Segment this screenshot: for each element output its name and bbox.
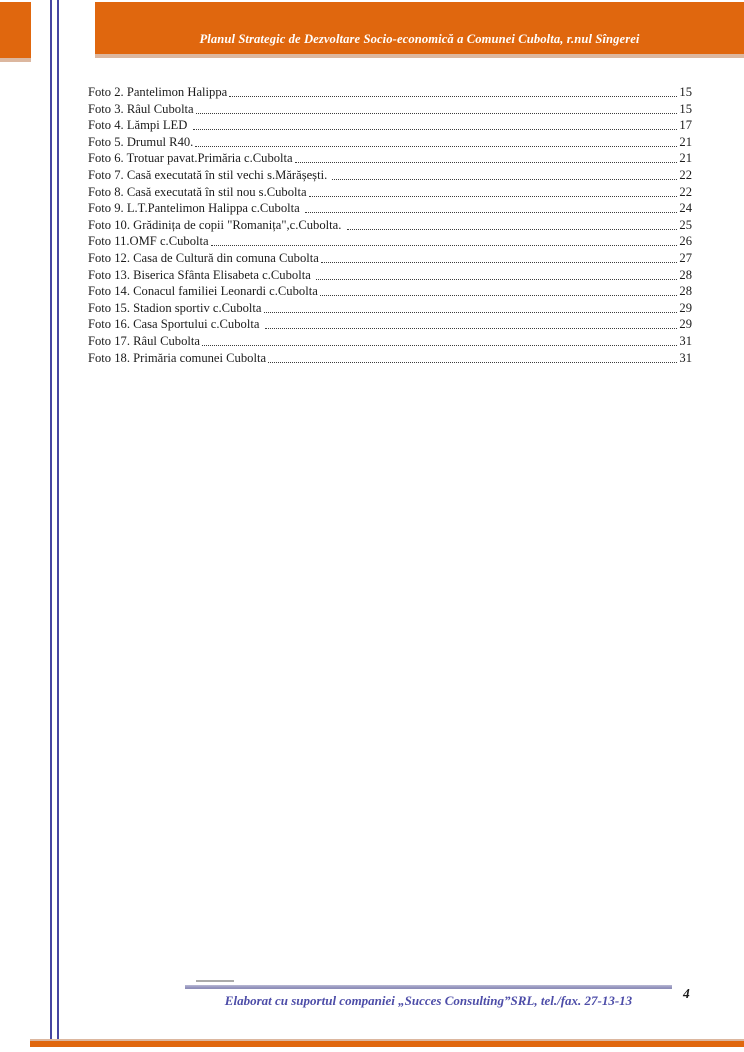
toc-entry-label: Foto 4. Lămpi LED (88, 118, 191, 133)
toc-entry-label: Foto 17. Râul Cubolta (88, 333, 200, 348)
toc-entry-page-number: 26 (679, 234, 692, 249)
toc-entry-label: Foto 16. Casa Sportului c.Cubolta (88, 317, 263, 332)
toc-dot-leader (193, 117, 678, 130)
toc-entry-page-number: 15 (679, 101, 692, 116)
toc-entry-page-number: 15 (679, 85, 692, 99)
footer-rule (185, 985, 672, 989)
toc-entry-page-number: 29 (679, 317, 692, 332)
table-of-figures (88, 84, 692, 366)
toc-entry-label: Foto 2. Pantelimon Halippa (88, 85, 228, 99)
page-number: 4 (683, 986, 690, 1001)
toc-entry-label: Foto 9. L.T.Pantelimon Halippa c.Cubolta (88, 201, 303, 216)
toc-entry-label: Foto 13. Biserica Sfânta Elisabeta c.Cubolta (88, 267, 314, 282)
toc-entry-page-number: 22 (679, 184, 692, 199)
toc-entry-label: Foto 14. Conacul familiei Leonardi c.Cubolta (88, 284, 318, 299)
toc-dot-leader (320, 283, 678, 296)
toc-entry (88, 350, 692, 367)
toc-entry-label: Foto 5. Drumul R40. (88, 134, 194, 149)
toc-dot-leader (347, 217, 678, 230)
toc-dot-leader (265, 316, 678, 329)
toc-entry-label: Foto 7. Casă executată în stil vechi s.Mărășești. (88, 167, 331, 182)
toc-dot-leader (268, 350, 677, 363)
toc-entry (88, 250, 692, 267)
toc-entry-page-number: 21 (679, 151, 692, 166)
toc-entry (88, 117, 692, 134)
toc-entry-label: Foto 12. Casa de Cultură din comuna Cubolta (88, 250, 319, 265)
toc-dot-leader (332, 167, 677, 180)
toc-entry-label: Foto 8. Casă executată în stil nou s.Cubolta (88, 184, 307, 199)
toc-entry-page-number: 28 (679, 284, 692, 299)
toc-dot-leader (229, 84, 677, 97)
toc-entry (88, 233, 692, 250)
toc-entry-page-number: 28 (679, 267, 692, 282)
toc-entry (88, 134, 692, 151)
toc-dot-leader (202, 333, 677, 346)
toc-dot-leader (264, 300, 678, 313)
footer-dash (196, 980, 234, 982)
toc-entry (88, 84, 692, 101)
toc-dot-leader (196, 101, 678, 114)
page-bottom-border (30, 1039, 744, 1047)
toc-entry (88, 184, 692, 201)
toc-entry-label: Foto 18. Primăria comunei Cubolta (88, 350, 267, 365)
toc-entry-page-number: 22 (679, 167, 692, 182)
footer-credit-text: Elaborat cu suportul companiei „Succes Consulting”SRL, tel./fax. 27-13-13 (224, 993, 633, 1008)
toc-entry-label: Foto 6. Trotuar pavat.Primăria c.Cubolta (88, 151, 293, 166)
toc-entry (88, 101, 692, 118)
toc-dot-leader (309, 184, 678, 197)
toc-entry (88, 283, 692, 300)
toc-entry-page-number: 21 (679, 134, 692, 149)
page-header-banner (95, 2, 744, 58)
toc-entry-page-number: 27 (679, 250, 692, 265)
toc-entry (88, 300, 692, 317)
toc-entry (88, 217, 692, 234)
toc-entry-page-number: 31 (679, 333, 692, 348)
toc-dot-leader (195, 134, 677, 147)
document-title: Planul Strategic de Dezvoltare Socio-economică a Comunei Cubolta, r.nul Sîngerei (199, 32, 640, 46)
toc-entry-label: Foto 11.OMF c.Cubolta (88, 234, 209, 249)
toc-dot-leader (211, 233, 678, 246)
toc-dot-leader (316, 267, 677, 280)
toc-entry (88, 200, 692, 217)
left-margin-line-outer (50, 0, 52, 1045)
toc-entry (88, 333, 692, 350)
toc-entry (88, 150, 692, 167)
toc-entry (88, 316, 692, 333)
toc-dot-leader (295, 150, 678, 163)
toc-entry (88, 267, 692, 284)
toc-dot-leader (321, 250, 678, 263)
toc-entry-label: Foto 3. Râul Cubolta (88, 101, 194, 116)
toc-entry-page-number: 24 (679, 201, 692, 216)
toc-dot-leader (305, 200, 678, 213)
toc-entry-page-number: 31 (679, 350, 692, 365)
toc-entry-page-number: 25 (679, 217, 692, 232)
left-margin-line-inner (57, 0, 59, 1045)
toc-entry-page-number: 17 (679, 118, 692, 133)
toc-entry-page-number: 29 (679, 300, 692, 315)
toc-entry (88, 167, 692, 184)
toc-entry-label: Foto 15. Stadion sportiv c.Cubolta (88, 300, 262, 315)
header-left-accent-block (0, 2, 31, 62)
toc-entry-label: Foto 10. Grădinița de copii "Romanița",c.Cubolta. (88, 217, 345, 232)
